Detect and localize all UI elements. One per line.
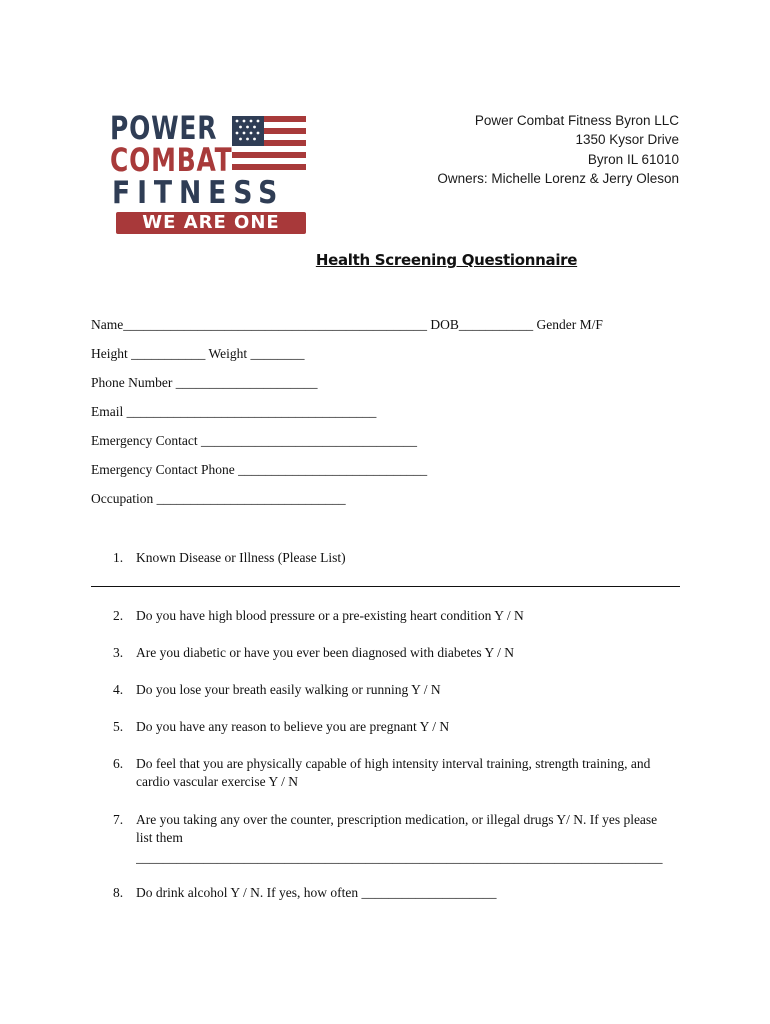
company-address [437,111,679,188]
question-number: 8. [113,885,124,900]
page-title: Health Screening Questionnaire [315,251,578,269]
question-number: 7. [113,812,124,827]
phone-field[interactable]: Phone Number _____________________ [91,375,318,390]
emergency-contact-field[interactable]: Emergency Contact ________________________________ [91,433,417,448]
street-address: 1350 Kysor Drive [575,132,679,148]
question-number: 5. [113,719,124,734]
emergency-contact-phone-field[interactable]: Emergency Contact Phone ____________________________ [91,462,428,477]
owners-line: Owners: Michelle Lorenz & Jerry Oleson [437,170,679,186]
question-text-line1: Do feel that you are physically capable of high intensity interval training, strength training, and [136,756,651,771]
logo-text-fitness: FITNESS [112,175,285,211]
logo-tagline: WE ARE ONE [142,212,280,233]
question-text-line1: Are you taking any over the counter, prescription medication, or illegal drugs Y/ N. If yes please [136,812,658,827]
question-text: Are you diabetic or have you ever been diagnosed with diabetes Y / N [136,645,514,660]
logo-text-combat: COMBAT [110,141,233,179]
city-state-zip: Byron IL 61010 [587,151,679,167]
question-number: 6. [113,756,124,771]
question-text-line2: list them [136,830,183,845]
company-name: Power Combat Fitness Byron LLC [474,113,679,128]
company-logo [108,109,308,240]
flag-icon [232,116,306,172]
question-text: Do you lose your breath easily walking or running Y / N [136,682,441,697]
occupation-field[interactable]: Occupation ____________________________ [91,491,346,506]
logo-text-power: POWER [110,109,218,147]
question-text: Do you have any reason to believe you are pregnant Y / N [136,719,450,734]
medication-answer-line[interactable]: ______________________________________________________________________________ [136,850,663,865]
question-number: 4. [113,682,124,697]
question-text: Known Disease or Illness (Please List) [136,550,346,565]
question-number: 2. [113,608,124,623]
name-dob-gender-field[interactable]: Name_____________________________________________ DOB___________ Gender M/F [91,317,603,332]
question-text: Do drink alcohol Y / N. If yes, how often ____________________ [136,885,497,900]
logo-tagline-banner [116,212,306,234]
email-field[interactable]: Email _____________________________________ [91,404,377,419]
question-text: Do you have high blood pressure or a pre-existing heart condition Y / N [136,608,524,623]
question-text-line2: cardio vascular exercise Y / N [136,774,299,789]
question-number: 1. [113,550,124,565]
answer-line[interactable] [91,586,680,587]
height-weight-field[interactable]: Height ___________ Weight ________ [91,346,305,361]
question-number: 3. [113,645,124,660]
